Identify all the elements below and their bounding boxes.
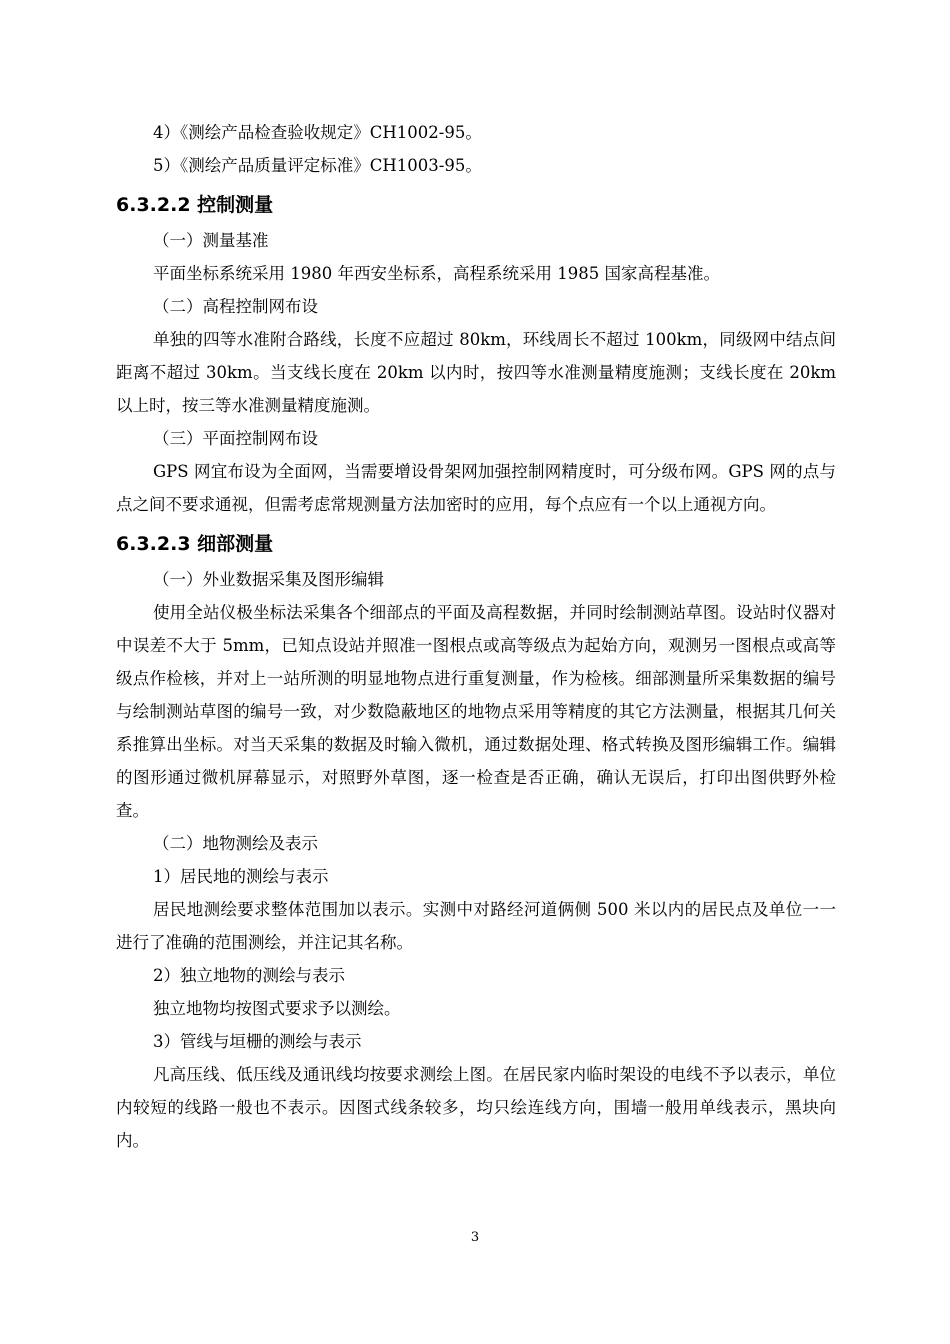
page-number: 3 (470, 1230, 480, 1245)
list-item-title: 2）独立地物的测绘与表示 (153, 966, 345, 985)
paragraph: 凡高压线、低压线及通讯线均按要求测绘上图。在居民家内临时架设的电线不予以表示，单位内较短的线路一般也不表示。因图式线条较多，均只绘连线方向，围墙一般用单线表示，黑块向内。 (116, 1065, 836, 1150)
paragraph: 使用全站仪极坐标法采集各个细部点的平面及高程数据，并同时绘制测站草图。设站时仪器对中误差不大于 5mm，已知点设站并照准一图根点或高等级点为起始方向，观测另一图根点或高等级点作检核，并对上一站所测的明显地物点进行重复测量，作为检核。细部测量所采集数据的编号与绘制测站草图的编号一致，对少数隐蔽地区的地物点采用等精度的其它方法测量，根据其几何关系推算出坐标。对当天采集的数据及时输入微机，通过数据处理、格式转换及图形编辑工作。编辑的图形通过微机屏幕显示，对照野外草图，逐一检查是否正确，确认无误后，打印出图供野外检查。 (116, 603, 836, 820)
subsection-title: （一）外业数据采集及图形编辑 (153, 570, 384, 589)
paragraph: 独立地物均按图式要求予以测绘。 (153, 999, 401, 1018)
page-body (116, 116, 836, 1157)
subsection-title: （二）高程控制网布设 (153, 297, 318, 316)
subsection-title: （三）平面控制网布设 (153, 429, 318, 448)
paragraph: 平面坐标系统采用 1980 年西安坐标系，高程系统采用 1985 国家高程基准。 (153, 264, 720, 283)
section-heading-6323: 6.3.2.3 细部测量 (116, 533, 274, 555)
standard-item-5: 5）《测绘产品质量评定标准》CH1003-95。 (153, 156, 482, 175)
subsection-title: （一）测量基准 (153, 231, 269, 250)
subsection-title: （二）地物测绘及表示 (153, 834, 318, 853)
list-item-title: 3）管线与垣栅的测绘与表示 (153, 1032, 362, 1051)
standard-item-4: 4）《测绘产品检查验收规定》CH1002-95。 (153, 123, 482, 142)
paragraph: GPS 网宜布设为全面网，当需要增设骨架网加强控制网精度时，可分级布网。GPS 网的点与点之间不要求通视，但需考虑常规测量方法加密时的应用，每个点应有一个以上通视方向。 (116, 462, 836, 514)
paragraph: 单独的四等水准附合路线，长度不应超过 80km，环线周长不超过 100km，同级网中结点间距离不超过 30km。当支线长度在 20km 以内时，按四等水准测量精度施测；支线长度在 20km 以上时，按三等水准测量精度施测。 (116, 330, 836, 415)
list-item-title: 1）居民地的测绘与表示 (153, 867, 329, 886)
section-heading-6322: 6.3.2.2 控制测量 (116, 194, 274, 216)
paragraph: 居民地测绘要求整体范围加以表示。实测中对路经河道俩侧 500 米以内的居民点及单位一一进行了准确的范围测绘，并注记其名称。 (116, 900, 836, 952)
